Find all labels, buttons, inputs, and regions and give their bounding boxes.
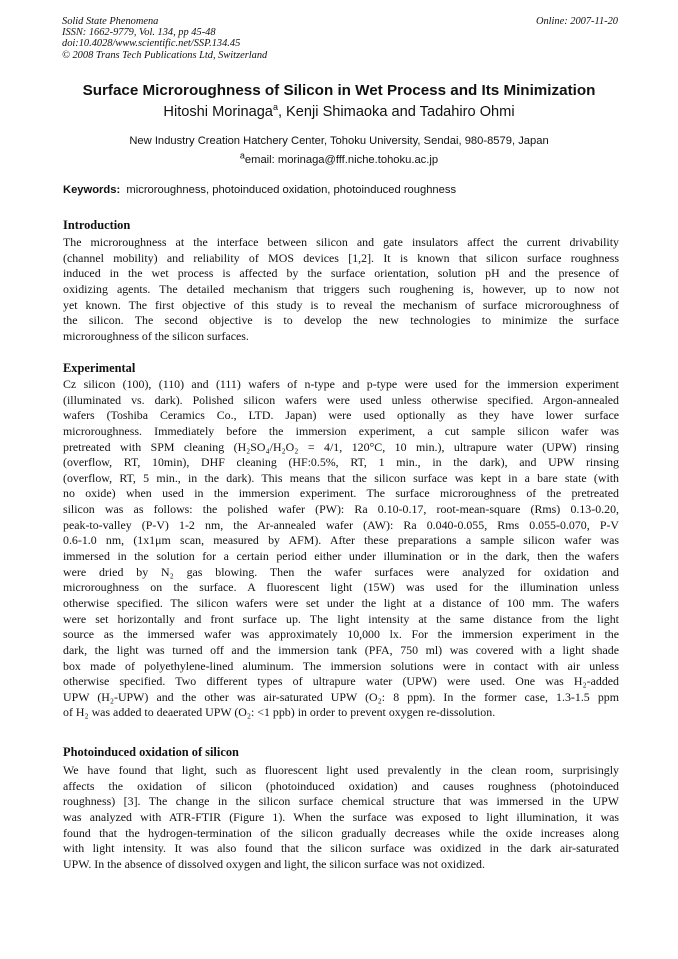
journal-header <box>62 16 618 61</box>
paper-authors <box>40 104 638 120</box>
text-line: of H₂ was added to deaerated UPW (O₂: <1 ppb) in order to prevent oxygen re-dissolution. <box>63 705 496 720</box>
text-line: wafers (Toshiba Ceramics Co., LTD. Japan) were used optionally as they have lower surface <box>63 408 619 423</box>
email-text: email: morinaga@fff.niche.tohoku.ac.jp <box>244 154 439 166</box>
text-line: peak-to-valley (P-V) 1-2 nm, the Ar-annealed wafer (AW): Ra 0.040-0.055, Rms 0.055-0.070, P-V <box>63 517 619 532</box>
text-line: The microroughness at the interface between silicon and gate insulators affect the current drivability <box>63 235 619 249</box>
text-line: (channel mobility) and reliability of MOS devices [1,2]. It is known that silicon surface roughness <box>63 250 619 265</box>
keywords-label: Keywords: <box>63 184 121 196</box>
text-line: (illuminated vs. dark). Polished silicon wafers were used unless otherwise specified. Argon-annealed <box>63 392 619 407</box>
email-line <box>40 150 638 166</box>
text-line: otherwise specified. Two different types of ultrapure water (UPW) were used. One was H₂-added <box>63 674 619 689</box>
text-line: affects the oxidation of silicon (photoinduced oxidation) and causes roughness (photoinduced <box>63 778 619 793</box>
text-line: no oxide) when used in the immersion experiment. The surface microroughness of the pretreated <box>63 486 619 501</box>
introduction-paragraph <box>63 235 619 344</box>
text-line: pretreated with SPM cleaning (H₂SO₄/H₂O₂ = 4/1, 120°C, 10 min.), ultrapure water (UPW) rinsing <box>63 439 619 454</box>
email-affil-mark: a <box>239 150 245 161</box>
text-line: with light intensity. It was also found that the silicon surface was oxidized in the dark air-saturated <box>63 841 619 856</box>
text-line: oxidizing agents. The detailed mechanism that triggers such roughening is, however, up to now not <box>63 281 619 296</box>
text-line: immersed in the solution for a certain period either under illumination or in the dark, then the wafers <box>63 549 619 564</box>
text-line: were set horizontally and front surface up. The light intensity at the same distance from the light <box>63 611 619 626</box>
text-line: the silicon. The second objective is to develop the new technologies to minimize the surface <box>63 313 619 328</box>
journal-issn: ISSN: 1662-9779, Vol. 134, pp 45-48 <box>62 27 216 39</box>
affiliation: New Industry Creation Hatchery Center, Tohoku University, Sendai, 980-8579, Japan <box>129 135 549 147</box>
text-line: microroughness. Immediately before the immersion experiment, a cut sample silicon wafer was <box>63 423 619 438</box>
text-line: induced in the wet process is affected by the surface orientation, solution pH and the presence of <box>63 266 619 281</box>
keywords <box>63 184 618 196</box>
text-line: (overflow, RT, 10min), DHF cleaning (HF:0.5%, RT, 1 min., in the dark), and UPW rinsing <box>63 455 619 470</box>
text-line: UPW (H₂-UPW) and the other was air-saturated UPW (O₂: 8 ppm). In the former case, 1.3-1.5 ppm <box>63 689 619 704</box>
text-line: silicon was as follows: the polished wafer (PW): Ra 0.10-0.17, root-mean-square (Rms) 0.13-0.20, <box>63 502 619 517</box>
section-heading-experimental: Experimental <box>63 361 136 375</box>
text-line: We have found that light, such as fluorescent light used prevalently in the clean room, surprisingly <box>63 763 619 777</box>
text-line: dark, the light was turned off and the immersion tank (PFA, 750 ml) was covered with a light shade <box>63 642 619 657</box>
text-line: roughness) [3]. The change in the silicon surface chemical structure that was immersed in the UPW <box>63 794 619 809</box>
journal-name: Solid State Phenomena <box>62 16 159 27</box>
author-name: Hitoshi Morinaga <box>163 104 273 120</box>
section-heading-photoinduced-oxidation: Photoinduced oxidation of silicon <box>63 745 239 759</box>
experimental-paragraph <box>63 377 619 721</box>
online-date: Online: 2007-11-20 <box>535 16 618 27</box>
photoinduced-paragraph <box>63 763 619 872</box>
text-line: microroughness of the silicon surfaces. <box>63 328 249 343</box>
text-line: UPW. In the absence of dissolved oxygen and light, the silicon surface was not oxidized. <box>63 856 485 871</box>
journal-copyright: © 2008 Trans Tech Publications Ltd, Switzerland <box>62 49 268 61</box>
text-line: Cz silicon (100), (110) and (111) wafers of n-type and p-type were used for the immersion experiment <box>63 377 619 391</box>
text-line: was analyzed with ATR-FTIR (Figure 1). When the surface was exposed to light illumination, it was <box>63 809 619 824</box>
text-line: otherwise specified. The silicon wafers were set under the light at a distance of 100 mm. The wafers <box>63 595 619 610</box>
keywords-text: microroughness, photoinduced oxidation, photoinduced roughness <box>126 184 457 196</box>
text-line: source as the immersed wafer was approximately 10,000 lx. For the immersion experiment in the <box>63 627 619 642</box>
text-line: were dried by N₂ gas blowing. Then the wafer surfaces were analyzed for oxidation and <box>63 564 619 579</box>
text-line: box made of polyethylene-lined aluminum. The immersion solutions were in contact with air unless <box>63 658 619 673</box>
text-line: 0.6-1.0 nm, (1x1μm scan, measured by AFM). After these preparations a sample silicon wafer was <box>63 533 619 548</box>
text-line: found that the hydrogen-termination of the silicon gradually decreases while the oxide increases along <box>63 825 619 840</box>
text-line: microroughness on the surface. A fluorescent light (15W) was used for the illumination unless <box>63 580 619 595</box>
section-heading-introduction: Introduction <box>63 218 131 232</box>
journal-doi: doi:10.4028/www.scientific.net/SSP.134.45 <box>62 38 241 50</box>
author-names-rest: , Kenji Shimaoka and Tadahiro Ohmi <box>277 104 515 120</box>
paper-title: Surface Microroughness of Silicon in Wet Process and Its Minimization <box>82 82 596 99</box>
text-line: (overflow, RT, 5 min., in the dark). This means that the silicon surface was kept in a bare state (with <box>63 470 619 485</box>
text-line: yet known. The first objective of this study is to reveal the mechanism of surface microroughness of <box>63 297 619 312</box>
author-affil-mark: a <box>272 102 278 113</box>
